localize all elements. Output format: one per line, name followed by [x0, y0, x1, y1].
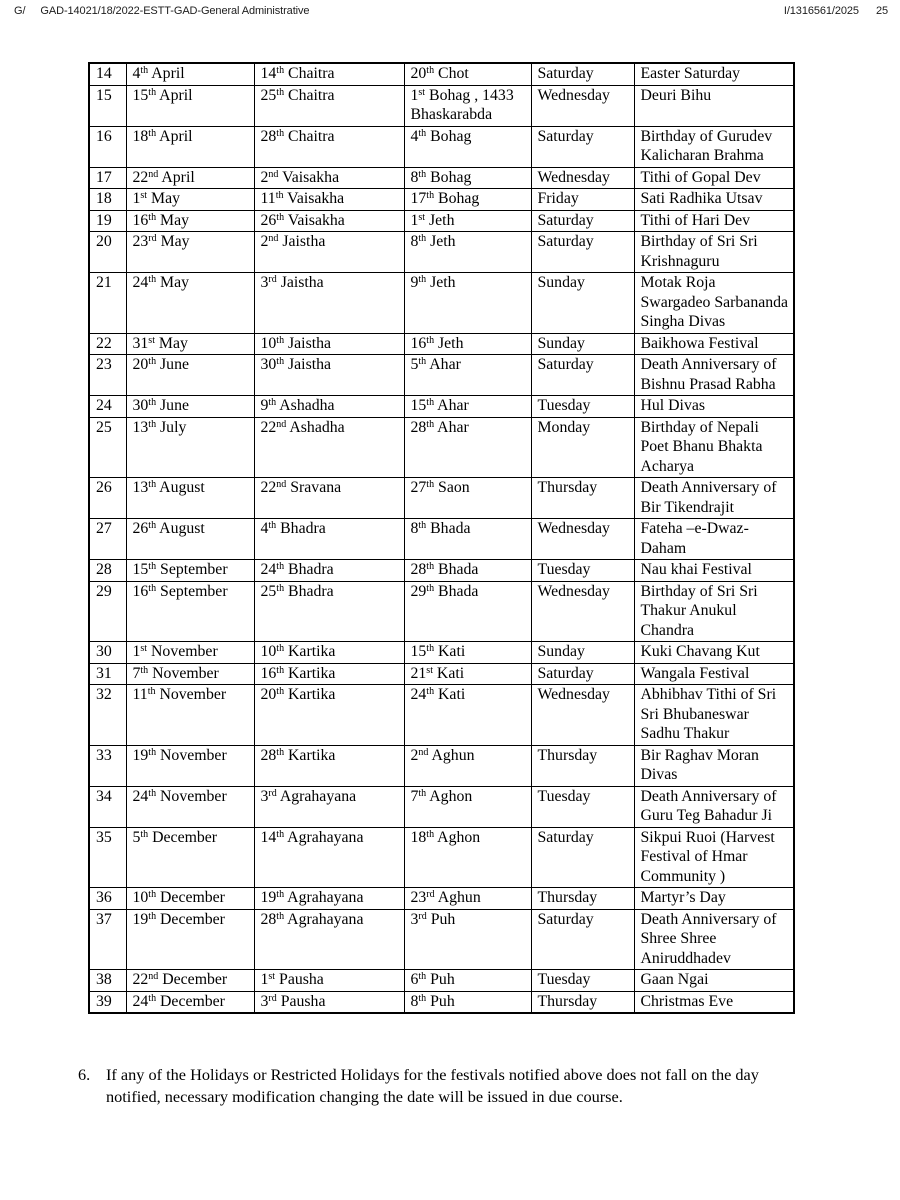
cell-indian-calendar-date: 28th Agrahayana [254, 909, 404, 970]
ordinal-suffix: th [276, 889, 285, 900]
cell-day-of-week: Saturday [531, 663, 634, 685]
ordinal-suffix: th [275, 190, 284, 201]
cell-indian-calendar-date: 22nd Sravana [254, 478, 404, 519]
cell-assamese-calendar-date: 8th Bohag [404, 167, 531, 189]
ordinal-suffix: th [418, 971, 427, 982]
table-row [89, 663, 794, 685]
ordinal-suffix: th [426, 334, 435, 346]
ordinal-suffix: th [426, 643, 435, 654]
ordinal-suffix: nd [268, 233, 279, 244]
cell-assamese-calendar-date: 4th Bohag [404, 126, 531, 167]
table-row [89, 210, 794, 232]
cell-indian-calendar-date: 10th Jaistha [254, 333, 404, 355]
cell-indian-calendar-date: 16th Kartika [254, 663, 404, 685]
cell-gregorian-date: 22nd December [126, 970, 254, 992]
ordinal-suffix: th [148, 910, 157, 922]
ordinal-suffix: th [148, 746, 157, 758]
cell-gregorian-date: 1st November [126, 642, 254, 664]
ordinal-suffix: st [268, 971, 276, 982]
cell-indian-calendar-date: 28th Kartika [254, 745, 404, 786]
cell-gregorian-date: 15th September [126, 560, 254, 582]
ordinal-suffix: th [148, 274, 157, 285]
ordinal-suffix: th [147, 686, 156, 697]
cell-assamese-calendar-date: 8th Jeth [404, 232, 531, 273]
cell-sl-no: 14 [89, 63, 126, 85]
cell-holiday-name: Sati Radhika Utsav [634, 189, 794, 211]
cell-assamese-calendar-date: 17th Bohag [404, 189, 531, 211]
cell-sl-no: 24 [89, 396, 126, 418]
cell-gregorian-date: 13th July [126, 417, 254, 478]
ordinal-suffix: th [276, 127, 285, 139]
cell-gregorian-date: 31st May [126, 333, 254, 355]
cell-holiday-name: Sikpui Ruoi (Harvest Festival of Hmar Community ) [634, 827, 794, 888]
holiday-table-body [89, 63, 794, 1013]
table-row [89, 232, 794, 273]
ordinal-suffix: th [418, 520, 427, 531]
holiday-table [88, 62, 795, 1014]
cell-indian-calendar-date: 25th Chaitra [254, 85, 404, 126]
ordinal-suffix: th [426, 686, 435, 697]
cell-holiday-name: Abhibhav Tithi of Sri Sri Bhubaneswar Sadhu Thakur [634, 685, 794, 746]
ordinal-suffix: th [148, 787, 157, 799]
cell-sl-no: 37 [89, 909, 126, 970]
ordinal-suffix: st [140, 190, 148, 201]
ordinal-suffix: th [426, 418, 435, 430]
cell-indian-calendar-date: 26th Vaisakha [254, 210, 404, 232]
cell-indian-calendar-date: 19th Agrahayana [254, 888, 404, 910]
cell-day-of-week: Wednesday [531, 167, 634, 189]
cell-assamese-calendar-date: 24th Kati [404, 685, 531, 746]
cell-holiday-name: Death Anniversary of Bishnu Prasad Rabha [634, 355, 794, 396]
cell-day-of-week: Tuesday [531, 786, 634, 827]
cell-indian-calendar-date: 14th Chaitra [254, 63, 404, 85]
cell-day-of-week: Saturday [531, 355, 634, 396]
cell-indian-calendar-date: 3rd Pausha [254, 991, 404, 1013]
table-row [89, 909, 794, 970]
ordinal-suffix: rd [418, 910, 427, 922]
cell-sl-no: 19 [89, 210, 126, 232]
ordinal-suffix: st [418, 86, 426, 98]
table-row [89, 970, 794, 992]
cell-day-of-week: Sunday [531, 273, 634, 334]
cell-day-of-week: Tuesday [531, 396, 634, 418]
cell-day-of-week: Wednesday [531, 685, 634, 746]
cell-assamese-calendar-date: 9th Jeth [404, 273, 531, 334]
ordinal-suffix: th [426, 65, 435, 76]
cell-gregorian-date: 5th December [126, 827, 254, 888]
cell-gregorian-date: 23rd May [126, 232, 254, 273]
ordinal-suffix: th [276, 356, 285, 367]
cell-assamese-calendar-date: 28th Bhada [404, 560, 531, 582]
cell-gregorian-date: 1st May [126, 189, 254, 211]
ordinal-suffix: th [268, 397, 277, 408]
cell-day-of-week: Thursday [531, 478, 634, 519]
table-row [89, 991, 794, 1013]
cell-indian-calendar-date: 22nd Ashadha [254, 417, 404, 478]
table-row [89, 167, 794, 189]
cell-sl-no: 32 [89, 685, 126, 746]
note-number: 6. [78, 1065, 91, 1084]
ordinal-suffix: th [426, 828, 435, 840]
cell-gregorian-date: 24th May [126, 273, 254, 334]
cell-indian-calendar-date: 25th Bhadra [254, 581, 404, 642]
cell-assamese-calendar-date: 16th Jeth [404, 333, 531, 355]
cell-day-of-week: Thursday [531, 991, 634, 1013]
cell-gregorian-date: 4th April [126, 63, 254, 85]
ordinal-suffix: th [140, 65, 149, 76]
cell-holiday-name: Tithi of Gopal Dev [634, 167, 794, 189]
ordinal-suffix: th [148, 86, 157, 98]
cell-holiday-name: Christmas Eve [634, 991, 794, 1013]
table-row [89, 685, 794, 746]
cell-indian-calendar-date: 4th Bhadra [254, 519, 404, 560]
cell-sl-no: 17 [89, 167, 126, 189]
cell-indian-calendar-date: 28th Chaitra [254, 126, 404, 167]
cell-gregorian-date: 22nd April [126, 167, 254, 189]
cell-gregorian-date: 16th May [126, 210, 254, 232]
ordinal-suffix: th [426, 582, 435, 594]
ordinal-suffix: nd [276, 418, 287, 430]
cell-assamese-calendar-date: 20th Chot [404, 63, 531, 85]
cell-sl-no: 21 [89, 273, 126, 334]
cell-holiday-name: Birthday of Sri Sri Krishnaguru [634, 232, 794, 273]
cell-gregorian-date: 15th April [126, 85, 254, 126]
ordinal-suffix: th [148, 418, 157, 430]
cell-day-of-week: Tuesday [531, 560, 634, 582]
cell-sl-no: 20 [89, 232, 126, 273]
table-row [89, 333, 794, 355]
cell-holiday-name: Death Anniversary of Shree Shree Aniruddhadev [634, 909, 794, 970]
cell-sl-no: 27 [89, 519, 126, 560]
cell-sl-no: 15 [89, 85, 126, 126]
cell-holiday-name: Birthday of Sri Sri Thakur Anukul Chandra [634, 581, 794, 642]
ordinal-suffix: th [148, 992, 157, 1004]
note-text: If any of the Holidays or Restricted Holidays for the festivals notified above does not fall on the day notified, necessary modification changing the date will be issued in due course. [106, 1065, 759, 1106]
cell-gregorian-date: 10th December [126, 888, 254, 910]
note-item-6 [78, 1064, 794, 1108]
cell-holiday-name: Motak Roja Swargadeo Sarbananda Singha Divas [634, 273, 794, 334]
ordinal-suffix: th [148, 211, 157, 223]
ordinal-suffix: th [276, 686, 285, 697]
header-right [784, 5, 888, 17]
cell-holiday-name: Birthday of Nepali Poet Bhanu Bhakta Acharya [634, 417, 794, 478]
cell-day-of-week: Friday [531, 189, 634, 211]
ordinal-suffix: rd [148, 233, 157, 244]
cell-assamese-calendar-date: 1st Bohag , 1433 Bhaskarabda [404, 85, 531, 126]
table-row [89, 560, 794, 582]
cell-assamese-calendar-date: 15th Ahar [404, 396, 531, 418]
ordinal-suffix: th [418, 127, 427, 139]
page-header [14, 5, 888, 17]
cell-indian-calendar-date: 24th Bhadra [254, 560, 404, 582]
ordinal-suffix: th [276, 86, 285, 98]
cell-gregorian-date: 7th November [126, 663, 254, 685]
ordinal-suffix: th [426, 561, 435, 572]
cell-sl-no: 38 [89, 970, 126, 992]
cell-day-of-week: Wednesday [531, 519, 634, 560]
ordinal-suffix: nd [268, 168, 279, 180]
cell-holiday-name: Deuri Bihu [634, 85, 794, 126]
cell-assamese-calendar-date: 18th Aghon [404, 827, 531, 888]
ordinal-suffix: rd [268, 787, 277, 799]
cell-holiday-name: Fateha –e-Dwaz-Daham [634, 519, 794, 560]
table-row [89, 396, 794, 418]
ordinal-suffix: th [148, 127, 157, 139]
cell-gregorian-date: 18th April [126, 126, 254, 167]
cell-day-of-week: Wednesday [531, 581, 634, 642]
cell-assamese-calendar-date: 8th Bhada [404, 519, 531, 560]
ordinal-suffix: st [426, 664, 433, 676]
cell-assamese-calendar-date: 8th Puh [404, 991, 531, 1013]
ordinal-suffix: th [418, 992, 427, 1004]
cell-day-of-week: Saturday [531, 126, 634, 167]
cell-indian-calendar-date: 10th Kartika [254, 642, 404, 664]
ordinal-suffix: th [140, 828, 149, 840]
cell-indian-calendar-date: 11th Vaisakha [254, 189, 404, 211]
cell-sl-no: 36 [89, 888, 126, 910]
cell-sl-no: 33 [89, 745, 126, 786]
cell-holiday-name: Hul Divas [634, 396, 794, 418]
cell-assamese-calendar-date: 2nd Aghun [404, 745, 531, 786]
cell-gregorian-date: 13th August [126, 478, 254, 519]
table-row [89, 888, 794, 910]
cell-day-of-week: Tuesday [531, 970, 634, 992]
cell-indian-calendar-date: 1st Pausha [254, 970, 404, 992]
cell-sl-no: 39 [89, 991, 126, 1013]
ordinal-suffix: nd [148, 168, 159, 180]
ordinal-suffix: rd [426, 889, 435, 900]
ordinal-suffix: th [276, 664, 285, 676]
cell-gregorian-date: 24th December [126, 991, 254, 1013]
table-row [89, 126, 794, 167]
ordinal-suffix: th [276, 746, 285, 758]
cell-assamese-calendar-date: 6th Puh [404, 970, 531, 992]
ordinal-suffix: st [418, 211, 426, 223]
cell-holiday-name: Kuki Chavang Kut [634, 642, 794, 664]
table-row [89, 519, 794, 560]
ordinal-suffix: th [276, 561, 285, 572]
cell-holiday-name: Tithi of Hari Dev [634, 210, 794, 232]
cell-indian-calendar-date: 20th Kartika [254, 685, 404, 746]
cell-indian-calendar-date: 2nd Vaisakha [254, 167, 404, 189]
cell-assamese-calendar-date: 28th Ahar [404, 417, 531, 478]
ordinal-suffix: nd [276, 479, 287, 490]
cell-indian-calendar-date: 14th Agrahayana [254, 827, 404, 888]
cell-holiday-name: Gaan Ngai [634, 970, 794, 992]
table-row [89, 273, 794, 334]
ordinal-suffix: st [148, 334, 155, 346]
ref-number: I/1316561/2025 [783, 5, 859, 17]
cell-holiday-name: Baikhowa Festival [634, 333, 794, 355]
ordinal-suffix: th [148, 356, 157, 367]
header-left [14, 5, 309, 17]
cell-indian-calendar-date: 3rd Jaistha [254, 273, 404, 334]
ordinal-suffix: th [148, 582, 157, 594]
cell-day-of-week: Saturday [531, 909, 634, 970]
table-row [89, 85, 794, 126]
ordinal-suffix: th [276, 582, 285, 594]
cell-sl-no: 29 [89, 581, 126, 642]
ordinal-suffix: th [426, 190, 435, 201]
cell-holiday-name: Martyr’s Day [634, 888, 794, 910]
table-row [89, 827, 794, 888]
table-row [89, 355, 794, 396]
cell-holiday-name: Birthday of Gurudev Kalicharan Brahma [634, 126, 794, 167]
ordinal-suffix: th [418, 787, 427, 799]
cell-indian-calendar-date: 3rd Agrahayana [254, 786, 404, 827]
ordinal-suffix: th [418, 233, 427, 244]
table-row [89, 786, 794, 827]
cell-day-of-week: Saturday [531, 827, 634, 888]
ordinal-suffix: th [276, 828, 285, 840]
ordinal-suffix: th [276, 334, 285, 346]
cell-holiday-name: Wangala Festival [634, 663, 794, 685]
ordinal-suffix: rd [268, 274, 277, 285]
ordinal-suffix: th [268, 520, 277, 531]
ordinal-suffix: th [148, 520, 157, 531]
cell-assamese-calendar-date: 7th Aghon [404, 786, 531, 827]
cell-assamese-calendar-date: 3rd Puh [404, 909, 531, 970]
ordinal-suffix: th [148, 561, 157, 572]
cell-day-of-week: Saturday [531, 210, 634, 232]
cell-gregorian-date: 26th August [126, 519, 254, 560]
cell-assamese-calendar-date: 15th Kati [404, 642, 531, 664]
cell-day-of-week: Thursday [531, 888, 634, 910]
table-row [89, 642, 794, 664]
cell-day-of-week: Wednesday [531, 85, 634, 126]
cell-indian-calendar-date: 2nd Jaistha [254, 232, 404, 273]
cell-sl-no: 16 [89, 126, 126, 167]
cell-holiday-name: Death Anniversary of Bir Tikendrajit [634, 478, 794, 519]
ordinal-suffix: th [148, 889, 157, 900]
table-row [89, 581, 794, 642]
cell-gregorian-date: 19th November [126, 745, 254, 786]
ordinal-suffix: th [140, 664, 149, 676]
ordinal-suffix: rd [268, 992, 277, 1004]
ordinal-suffix: th [276, 910, 285, 922]
cell-assamese-calendar-date: 27th Saon [404, 478, 531, 519]
cell-assamese-calendar-date: 5th Ahar [404, 355, 531, 396]
cell-sl-no: 28 [89, 560, 126, 582]
cell-gregorian-date: 20th June [126, 355, 254, 396]
cell-day-of-week: Sunday [531, 642, 634, 664]
cell-sl-no: 25 [89, 417, 126, 478]
ordinal-suffix: nd [148, 971, 159, 982]
ordinal-suffix: nd [418, 746, 429, 758]
cell-holiday-name: Nau khai Festival [634, 560, 794, 582]
cell-sl-no: 18 [89, 189, 126, 211]
cell-gregorian-date: 16th September [126, 581, 254, 642]
cell-day-of-week: Thursday [531, 745, 634, 786]
ordinal-suffix: th [276, 643, 285, 654]
cell-gregorian-date: 11th November [126, 685, 254, 746]
ordinal-suffix: th [276, 211, 285, 223]
cell-day-of-week: Sunday [531, 333, 634, 355]
cell-sl-no: 23 [89, 355, 126, 396]
cell-gregorian-date: 30th June [126, 396, 254, 418]
ordinal-suffix: th [426, 479, 435, 490]
ordinal-suffix: th [418, 274, 427, 285]
table-row [89, 478, 794, 519]
ordinal-suffix: th [276, 65, 285, 76]
cell-sl-no: 35 [89, 827, 126, 888]
cell-day-of-week: Monday [531, 417, 634, 478]
cell-day-of-week: Saturday [531, 232, 634, 273]
cell-sl-no: 30 [89, 642, 126, 664]
cell-sl-no: 26 [89, 478, 126, 519]
table-row [89, 417, 794, 478]
page-number: 25 [875, 5, 888, 17]
cell-assamese-calendar-date: 29th Bhada [404, 581, 531, 642]
corner-mark: G/ [14, 5, 26, 17]
ordinal-suffix: st [140, 643, 148, 654]
ordinal-suffix: th [418, 168, 427, 180]
cell-assamese-calendar-date: 1st Jeth [404, 210, 531, 232]
cell-sl-no: 22 [89, 333, 126, 355]
file-number: GAD-14021/18/2022-ESTT-GAD-General Administrative [40, 5, 310, 17]
ordinal-suffix: th [148, 397, 157, 408]
cell-sl-no: 31 [89, 663, 126, 685]
cell-holiday-name: Death Anniversary of Guru Teg Bahadur Ji [634, 786, 794, 827]
ordinal-suffix: th [426, 397, 435, 408]
cell-gregorian-date: 24th November [126, 786, 254, 827]
cell-indian-calendar-date: 9th Ashadha [254, 396, 404, 418]
cell-day-of-week: Saturday [531, 63, 634, 85]
cell-gregorian-date: 19th December [126, 909, 254, 970]
table-row [89, 745, 794, 786]
cell-assamese-calendar-date: 21st Kati [404, 663, 531, 685]
cell-sl-no: 34 [89, 786, 126, 827]
table-row [89, 189, 794, 211]
ordinal-suffix: th [148, 479, 157, 490]
table-row [89, 63, 794, 85]
cell-holiday-name: Easter Saturday [634, 63, 794, 85]
ordinal-suffix: th [418, 356, 427, 367]
cell-holiday-name: Bir Raghav Moran Divas [634, 745, 794, 786]
cell-assamese-calendar-date: 23rd Aghun [404, 888, 531, 910]
cell-indian-calendar-date: 30th Jaistha [254, 355, 404, 396]
